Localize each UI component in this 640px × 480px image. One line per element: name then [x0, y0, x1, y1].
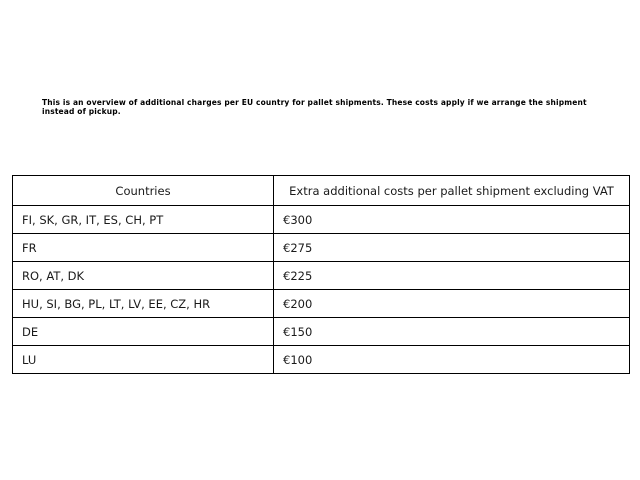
- table-header-cost: Extra additional costs per pallet shipment excluding VAT: [274, 176, 630, 206]
- cell-countries: FR: [13, 234, 274, 262]
- table-header-row: [13, 176, 630, 206]
- cell-cost: €275: [274, 234, 630, 262]
- cell-countries: LU: [13, 346, 274, 374]
- cell-countries: HU, SI, BG, PL, LT, LV, EE, CZ, HR: [13, 290, 274, 318]
- cell-cost: €225: [274, 262, 630, 290]
- additional-charges-table: [12, 175, 630, 374]
- table-row: [13, 346, 630, 374]
- cell-countries: DE: [13, 318, 274, 346]
- table-row: [13, 234, 630, 262]
- cell-cost: €300: [274, 206, 630, 234]
- cell-countries: RO, AT, DK: [13, 262, 274, 290]
- cell-cost: €150: [274, 318, 630, 346]
- intro-paragraph: This is an overview of additional charges per EU country for pallet shipments. These costs apply if we arrange the shipment instead of pickup.: [42, 97, 587, 117]
- table-row: [13, 206, 630, 234]
- cell-countries: FI, SK, GR, IT, ES, CH, PT: [13, 206, 274, 234]
- cell-cost: €100: [274, 346, 630, 374]
- table-row: [13, 290, 630, 318]
- table-header-countries: Countries: [13, 176, 274, 206]
- table-row: [13, 262, 630, 290]
- cell-cost: €200: [274, 290, 630, 318]
- table-row: [13, 318, 630, 346]
